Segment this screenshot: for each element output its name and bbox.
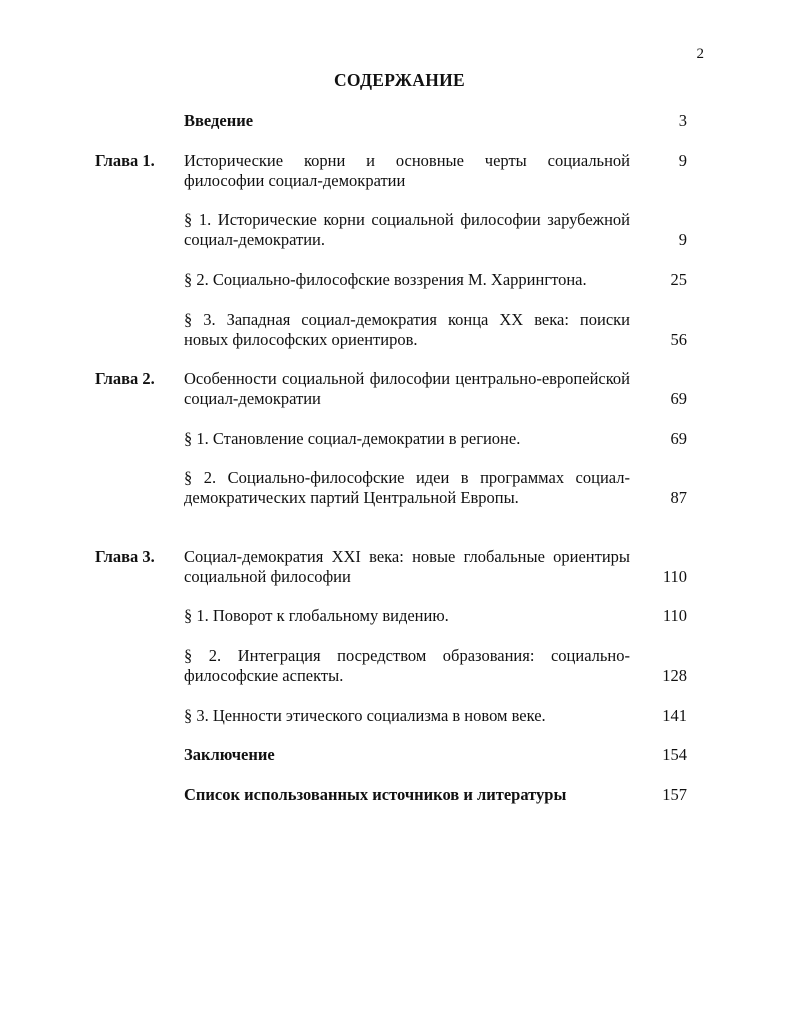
toc-chapter-label: Глава 2. xyxy=(95,369,155,388)
toc-entry-page: 154 xyxy=(662,745,687,764)
toc-entry-page: 110 xyxy=(662,567,687,586)
toc-entry-text: § 2. Интеграция посредством образования: социально-философские аспекты. xyxy=(184,646,630,685)
toc-entry-text: Особенности социальной философии центрально-европейской социал-демократии xyxy=(184,369,630,408)
toc-entry-page: 157 xyxy=(662,785,687,804)
toc-entry-page: 141 xyxy=(662,706,687,725)
toc-entry-text: Введение xyxy=(184,111,254,130)
toc-entry-text: § 2. Социально-философские воззрения М. Харрингтона. xyxy=(184,270,587,289)
toc-entry-page: 9 xyxy=(678,151,687,170)
toc-entry-text: Исторические корни и основные черты социальной философии социал-демократии xyxy=(184,151,630,190)
toc-entry-page: 87 xyxy=(670,488,687,507)
toc-entry-page: 69 xyxy=(670,389,687,408)
toc-entry-page: 128 xyxy=(662,666,687,685)
toc-entry-page: 69 xyxy=(670,429,687,448)
toc-chapter-label: Глава 1. xyxy=(95,151,155,170)
toc-entry-text: § 1. Исторические корни социальной философии зарубежной социал-демократии. xyxy=(184,210,630,249)
toc-chapter-label: Глава 3. xyxy=(95,547,155,566)
page-title: СОДЕРЖАНИЕ xyxy=(333,70,465,90)
toc-entry-page: 56 xyxy=(670,330,687,349)
toc-entry-page: 9 xyxy=(678,230,687,249)
page-number: 2 xyxy=(696,46,704,62)
toc-entry-text: Заключение xyxy=(184,745,275,764)
toc-entry-text: § 3. Ценности этического социализма в новом веке. xyxy=(184,706,546,725)
toc-entry-text: Социал-демократия XXI века: новые глобальные ориентиры социальной философии xyxy=(184,547,630,586)
toc-entry-text: § 3. Западная социал-демократия конца XX века: поиски новых философских ориентиров. xyxy=(184,310,630,349)
toc-entry-page: 25 xyxy=(670,270,687,289)
toc-entry-text: Список использованных источников и литературы xyxy=(184,785,567,804)
toc-entry-page: 110 xyxy=(662,606,687,625)
toc-entry-text: § 2. Социально-философские идеи в программах социал-демократических партий Центральной Европы. xyxy=(184,468,630,507)
toc-entry-text: § 1. Становление социал-демократии в регионе. xyxy=(184,429,521,448)
toc-entry-text: § 1. Поворот к глобальному видению. xyxy=(184,606,449,625)
toc-entry-page: 3 xyxy=(678,111,687,130)
